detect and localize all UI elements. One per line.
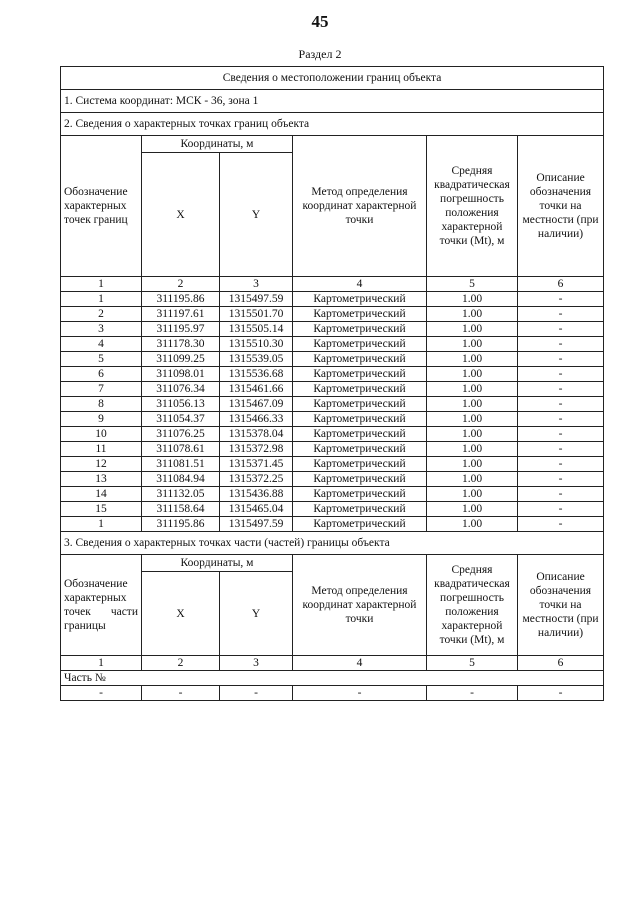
error-mt-cell: 1.00 bbox=[427, 412, 518, 427]
coord-x-cell: 311081.51 bbox=[142, 457, 220, 472]
method-cell: Картометрический bbox=[293, 292, 427, 307]
table-row bbox=[61, 427, 604, 442]
part-cell: - bbox=[427, 686, 518, 701]
header-y: Y bbox=[220, 153, 293, 277]
coord-y-cell: 1315436.88 bbox=[220, 487, 293, 502]
coord-x-cell: 311158.64 bbox=[142, 502, 220, 517]
error-mt-cell: 1.00 bbox=[427, 487, 518, 502]
table-row bbox=[61, 487, 604, 502]
method-cell: Картометрический bbox=[293, 442, 427, 457]
method-cell: Картометрический bbox=[293, 412, 427, 427]
description-cell: - bbox=[518, 292, 604, 307]
error-mt-cell: 1.00 bbox=[427, 337, 518, 352]
section2-title: 2. Сведения о характерных точках границ объекта bbox=[61, 113, 604, 136]
method-cell: Картометрический bbox=[293, 517, 427, 532]
table-row bbox=[61, 517, 604, 532]
description-cell: - bbox=[518, 517, 604, 532]
coord-y-cell: 1315536.68 bbox=[220, 367, 293, 382]
description-cell: - bbox=[518, 337, 604, 352]
point-number-cell: 3 bbox=[61, 322, 142, 337]
description-cell: - bbox=[518, 442, 604, 457]
coord-y-cell: 1315510.30 bbox=[220, 337, 293, 352]
section-title: Раздел 2 bbox=[298, 47, 342, 61]
coord-y-cell: 1315466.33 bbox=[220, 412, 293, 427]
header-part-point-label: Обозначение характерных точек части границы bbox=[61, 555, 142, 656]
point-number-cell: 15 bbox=[61, 502, 142, 517]
page-number: 45 bbox=[311, 12, 329, 31]
column-number: 5 bbox=[427, 656, 518, 671]
column-number: 6 bbox=[518, 656, 604, 671]
column-number: 5 bbox=[427, 277, 518, 292]
error-mt-cell: 1.00 bbox=[427, 442, 518, 457]
header-point-label: Обозначение характерных точек границ bbox=[61, 136, 142, 277]
method-cell: Картометрический bbox=[293, 487, 427, 502]
method-cell: Картометрический bbox=[293, 322, 427, 337]
coord-y-cell: 1315497.59 bbox=[220, 292, 293, 307]
table-title: Сведения о местоположении границ объекта bbox=[61, 67, 604, 90]
table-row bbox=[61, 457, 604, 472]
error-mt-cell: 1.00 bbox=[427, 472, 518, 487]
part-cell: - bbox=[518, 686, 604, 701]
column-number: 4 bbox=[293, 656, 427, 671]
section3-title: 3. Сведения о характерных точках части (частей) границы объекта bbox=[61, 532, 604, 555]
point-number-cell: 12 bbox=[61, 457, 142, 472]
error-mt-cell: 1.00 bbox=[427, 517, 518, 532]
description-cell: - bbox=[518, 457, 604, 472]
coord-x-cell: 311076.34 bbox=[142, 382, 220, 397]
column-numbers-row bbox=[61, 277, 604, 292]
part-cell: - bbox=[293, 686, 427, 701]
coord-x-cell: 311084.94 bbox=[142, 472, 220, 487]
coord-x-cell: 311195.86 bbox=[142, 517, 220, 532]
method-cell: Картометрический bbox=[293, 307, 427, 322]
method-cell: Картометрический bbox=[293, 457, 427, 472]
description-cell: - bbox=[518, 307, 604, 322]
coord-y-cell: 1315501.70 bbox=[220, 307, 293, 322]
error-mt-cell: 1.00 bbox=[427, 397, 518, 412]
column-number: 3 bbox=[220, 277, 293, 292]
method-cell: Картометрический bbox=[293, 427, 427, 442]
table-row bbox=[61, 352, 604, 367]
column-number: 4 bbox=[293, 277, 427, 292]
coord-x-cell: 311078.61 bbox=[142, 442, 220, 457]
column-number: 6 bbox=[518, 277, 604, 292]
header-part-method: Метод определения координат характерной точки bbox=[293, 555, 427, 656]
part-label: Часть № bbox=[61, 671, 604, 686]
coord-y-cell: 1315467.09 bbox=[220, 397, 293, 412]
table-row bbox=[61, 412, 604, 427]
point-number-cell: 10 bbox=[61, 427, 142, 442]
method-cell: Картометрический bbox=[293, 352, 427, 367]
point-number-cell: 14 bbox=[61, 487, 142, 502]
coord-y-cell: 1315505.14 bbox=[220, 322, 293, 337]
boundary-table bbox=[60, 66, 604, 701]
description-cell: - bbox=[518, 322, 604, 337]
description-cell: - bbox=[518, 352, 604, 367]
coord-x-cell: 311132.05 bbox=[142, 487, 220, 502]
coord-x-cell: 311197.61 bbox=[142, 307, 220, 322]
coord-y-cell: 1315461.66 bbox=[220, 382, 293, 397]
error-mt-cell: 1.00 bbox=[427, 382, 518, 397]
coord-y-cell: 1315372.25 bbox=[220, 472, 293, 487]
header-part-y: Y bbox=[220, 572, 293, 656]
point-number-cell: 1 bbox=[61, 292, 142, 307]
header-description: Описание обозначения точки на местности (при наличии) bbox=[518, 136, 604, 277]
table-row bbox=[61, 472, 604, 487]
error-mt-cell: 1.00 bbox=[427, 292, 518, 307]
description-cell: - bbox=[518, 502, 604, 517]
error-mt-cell: 1.00 bbox=[427, 307, 518, 322]
error-mt-cell: 1.00 bbox=[427, 367, 518, 382]
coord-y-cell: 1315539.05 bbox=[220, 352, 293, 367]
error-mt-cell: 1.00 bbox=[427, 457, 518, 472]
table-row bbox=[61, 397, 604, 412]
coord-y-cell: 1315372.98 bbox=[220, 442, 293, 457]
header-x: X bbox=[142, 153, 220, 277]
point-number-cell: 4 bbox=[61, 337, 142, 352]
coord-x-cell: 311195.97 bbox=[142, 322, 220, 337]
point-number-cell: 2 bbox=[61, 307, 142, 322]
header-part-description: Описание обозначения точки на местности (при наличии) bbox=[518, 555, 604, 656]
point-number-cell: 11 bbox=[61, 442, 142, 457]
header-method: Метод определения координат характерной точки bbox=[293, 136, 427, 277]
table-row bbox=[61, 442, 604, 457]
table-row bbox=[61, 292, 604, 307]
point-number-cell: 7 bbox=[61, 382, 142, 397]
error-mt-cell: 1.00 bbox=[427, 322, 518, 337]
coord-y-cell: 1315378.04 bbox=[220, 427, 293, 442]
column-number: 1 bbox=[61, 656, 142, 671]
point-number-cell: 5 bbox=[61, 352, 142, 367]
table-row bbox=[61, 502, 604, 517]
description-cell: - bbox=[518, 412, 604, 427]
header-part-error: Средняя квадратическая погрешность положения характерной точки (Mt), м bbox=[427, 555, 518, 656]
coord-x-cell: 311056.13 bbox=[142, 397, 220, 412]
table-row bbox=[61, 337, 604, 352]
point-number-cell: 8 bbox=[61, 397, 142, 412]
table-row bbox=[61, 322, 604, 337]
error-mt-cell: 1.00 bbox=[427, 352, 518, 367]
point-number-cell: 1 bbox=[61, 517, 142, 532]
description-cell: - bbox=[518, 427, 604, 442]
part-cell: - bbox=[61, 686, 142, 701]
method-cell: Картометрический bbox=[293, 472, 427, 487]
coord-x-cell: 311098.01 bbox=[142, 367, 220, 382]
part-column-numbers-row bbox=[61, 656, 604, 671]
description-cell: - bbox=[518, 472, 604, 487]
method-cell: Картометрический bbox=[293, 337, 427, 352]
method-cell: Картометрический bbox=[293, 382, 427, 397]
header-part-coordinates: Координаты, м bbox=[142, 555, 293, 572]
point-number-cell: 6 bbox=[61, 367, 142, 382]
coord-x-cell: 311178.30 bbox=[142, 337, 220, 352]
coord-system: 1. Система координат: МСК - 36, зона 1 bbox=[61, 90, 604, 113]
description-cell: - bbox=[518, 397, 604, 412]
part-cell: - bbox=[142, 686, 220, 701]
coord-y-cell: 1315497.59 bbox=[220, 517, 293, 532]
coord-x-cell: 311195.86 bbox=[142, 292, 220, 307]
part-cell: - bbox=[220, 686, 293, 701]
method-cell: Картометрический bbox=[293, 367, 427, 382]
table-row bbox=[61, 307, 604, 322]
description-cell: - bbox=[518, 367, 604, 382]
point-number-cell: 13 bbox=[61, 472, 142, 487]
column-number: 2 bbox=[142, 656, 220, 671]
method-cell: Картометрический bbox=[293, 502, 427, 517]
method-cell: Картометрический bbox=[293, 397, 427, 412]
coord-y-cell: 1315371.45 bbox=[220, 457, 293, 472]
error-mt-cell: 1.00 bbox=[427, 502, 518, 517]
table-row bbox=[61, 367, 604, 382]
point-number-cell: 9 bbox=[61, 412, 142, 427]
header-part-x: X bbox=[142, 572, 220, 656]
table-row bbox=[61, 382, 604, 397]
column-number: 3 bbox=[220, 656, 293, 671]
coord-x-cell: 311099.25 bbox=[142, 352, 220, 367]
part-row bbox=[61, 686, 604, 701]
column-number: 1 bbox=[61, 277, 142, 292]
coord-y-cell: 1315465.04 bbox=[220, 502, 293, 517]
description-cell: - bbox=[518, 487, 604, 502]
description-cell: - bbox=[518, 382, 604, 397]
column-number: 2 bbox=[142, 277, 220, 292]
header-error: Средняя квадратическая погрешность положения характерной точки (Mt), м bbox=[427, 136, 518, 277]
header-coordinates: Координаты, м bbox=[142, 136, 293, 153]
coord-x-cell: 311076.25 bbox=[142, 427, 220, 442]
coord-x-cell: 311054.37 bbox=[142, 412, 220, 427]
error-mt-cell: 1.00 bbox=[427, 427, 518, 442]
